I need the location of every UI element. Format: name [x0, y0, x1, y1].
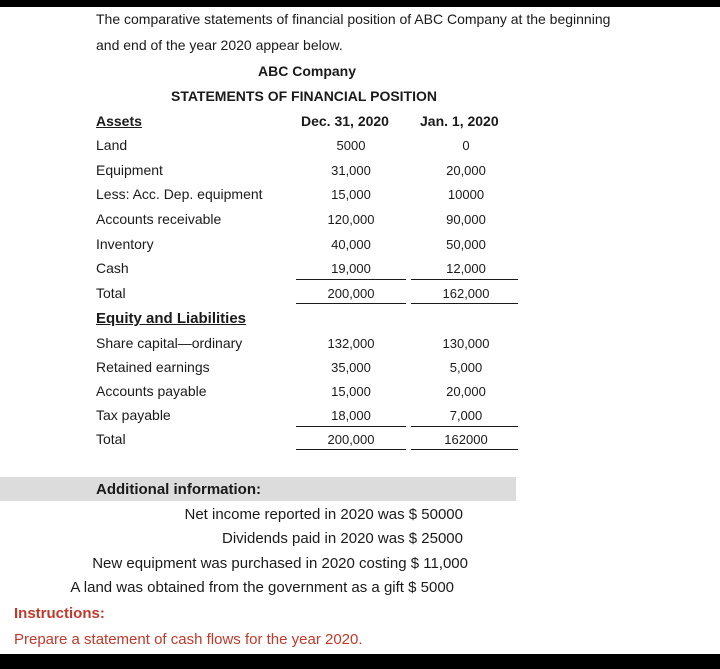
- value-dec: 5000: [336, 138, 366, 153]
- additional-info-line: New equipment was purchased in 2020 costing $ 11,000: [92, 555, 468, 572]
- value-jan: 162000: [444, 432, 488, 447]
- document-page: [0, 7, 720, 654]
- subtotal-rule: [296, 426, 406, 427]
- value-jan: 20,000: [446, 384, 486, 399]
- row-label: Accounts receivable: [96, 211, 222, 227]
- additional-info-heading: Additional information:: [96, 481, 261, 498]
- row-label: Less: Acc. Dep. equipment: [96, 186, 263, 202]
- column-header-dec: Dec. 31, 2020: [301, 113, 389, 129]
- row-label: Cash: [96, 260, 129, 276]
- total-rule: [411, 449, 518, 450]
- instructions-heading: Instructions:: [14, 605, 105, 622]
- value-dec: 18,000: [331, 408, 371, 423]
- value-dec: 132,000: [327, 336, 375, 351]
- value-dec: 15,000: [331, 187, 371, 202]
- row-label: Share capital—ordinary: [96, 335, 243, 351]
- liabilities-heading: Equity and Liabilities: [96, 310, 247, 327]
- value-jan: 130,000: [442, 336, 490, 351]
- intro-line-2: and end of the year 2020 appear below.: [96, 37, 343, 53]
- row-label: Inventory: [96, 236, 154, 252]
- value-jan: 5,000: [449, 360, 483, 375]
- additional-info-line: A land was obtained from the government as a gift $ 5000: [70, 579, 454, 596]
- additional-info-line: Dividends paid in 2020 was $ 25000: [221, 530, 463, 547]
- row-label: Total: [96, 431, 126, 447]
- value-jan: 0: [462, 138, 470, 153]
- row-label: Total: [96, 285, 126, 301]
- total-rule: [296, 303, 406, 304]
- row-label: Accounts payable: [96, 383, 207, 399]
- subtotal-rule: [411, 279, 518, 280]
- value-jan: 90,000: [446, 212, 486, 227]
- subtotal-rule: [411, 426, 518, 427]
- value-jan: 162,000: [442, 286, 490, 301]
- value-dec: 15,000: [331, 384, 371, 399]
- value-jan: 7,000: [449, 408, 483, 423]
- subtotal-rule: [296, 279, 406, 280]
- value-dec: 200,000: [327, 432, 375, 447]
- intro-line-1: The comparative statements of financial position of ABC Company at the beginning: [96, 11, 611, 27]
- statement-title: STATEMENTS OF FINANCIAL POSITION: [171, 88, 437, 104]
- value-dec: 19,000: [331, 261, 371, 276]
- instructions-text: Prepare a statement of cash flows for the year 2020.: [14, 631, 363, 648]
- total-rule: [411, 303, 518, 304]
- value-dec: 40,000: [331, 237, 371, 252]
- value-jan: 10000: [447, 187, 485, 202]
- column-header-jan: Jan. 1, 2020: [420, 113, 499, 129]
- row-label: Land: [96, 137, 128, 153]
- value-dec: 200,000: [327, 286, 375, 301]
- row-label: Equipment: [96, 162, 163, 178]
- company-name: ABC Company: [257, 63, 356, 79]
- value-dec: 120,000: [327, 212, 375, 227]
- additional-info-line: Net income reported in 2020 was $ 50000: [184, 506, 463, 523]
- row-label: Tax payable: [96, 407, 171, 423]
- total-rule: [296, 449, 406, 450]
- value-dec: 31,000: [331, 163, 371, 178]
- value-jan: 50,000: [446, 237, 486, 252]
- assets-heading: Assets: [96, 113, 142, 129]
- row-label: Retained earnings: [96, 359, 210, 375]
- value-jan: 20,000: [446, 163, 486, 178]
- value-jan: 12,000: [446, 261, 486, 276]
- value-dec: 35,000: [331, 360, 371, 375]
